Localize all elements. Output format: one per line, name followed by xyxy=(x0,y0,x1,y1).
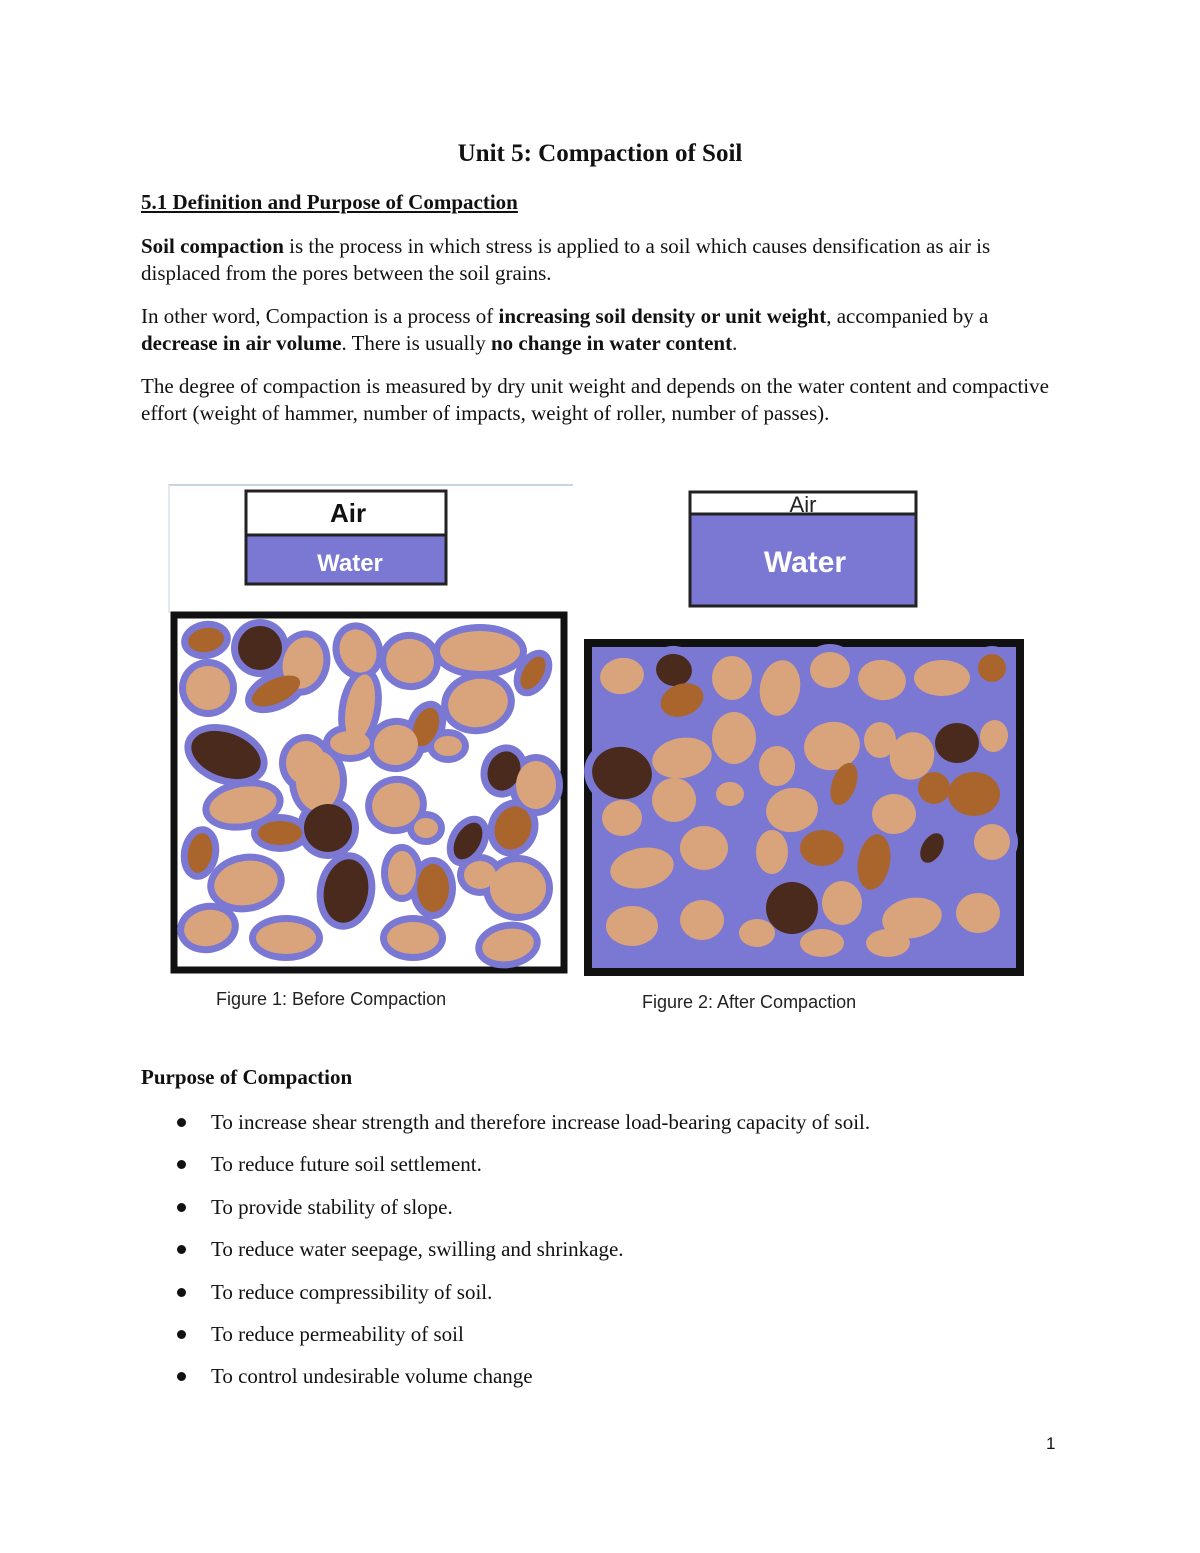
air-label: Air xyxy=(329,498,367,528)
sand-grain xyxy=(256,922,316,954)
sand-grain xyxy=(759,746,795,786)
figure-after-compaction xyxy=(582,488,1027,978)
sand-grain xyxy=(822,881,862,925)
bold-phrase: decrease in air volume xyxy=(141,331,342,355)
section-heading: 5.1 Definition and Purpose of Compaction xyxy=(141,190,518,214)
purpose-heading: Purpose of Compaction xyxy=(141,1065,353,1089)
list-item-text: To reduce future soil settlement. xyxy=(211,1152,482,1177)
sand-grain xyxy=(974,824,1010,860)
clay-grain xyxy=(800,830,844,866)
definition-text: is the process in which stress is applied to a soil which causes densification as air is displaced from the pores between the soil grains. xyxy=(141,234,991,285)
compaction-paragraph xyxy=(141,303,1061,357)
sand-grain xyxy=(388,851,416,895)
sand-grain xyxy=(680,900,724,940)
rock-grain xyxy=(935,723,979,763)
clay-grain xyxy=(918,772,950,804)
figure1-caption: Figure 1: Before Compaction xyxy=(216,989,447,1009)
list-item-text: To reduce compressibility of soil. xyxy=(211,1279,493,1304)
sand-grain xyxy=(516,761,556,809)
sand-grain xyxy=(712,656,752,700)
clay-grain xyxy=(948,772,1000,816)
sand-grain xyxy=(387,922,439,954)
water-label: Water xyxy=(317,550,383,577)
sand-grain xyxy=(716,782,744,806)
page-number: 1 xyxy=(1046,1434,1056,1453)
list-item-text: To reduce water seepage, swilling and shrinkage. xyxy=(211,1237,624,1262)
sand-grain xyxy=(186,666,230,710)
list-item xyxy=(141,1150,870,1192)
sand-grain xyxy=(434,736,462,756)
text-part: In other word, Compaction is a process of xyxy=(141,304,499,328)
sand-grain xyxy=(739,919,775,947)
water-label: Water xyxy=(763,546,847,579)
bold-phrase: no change in water content xyxy=(490,331,733,355)
bullet-icon xyxy=(177,1330,186,1339)
purpose-list xyxy=(141,1108,870,1405)
bullet-icon xyxy=(177,1203,186,1212)
list-item xyxy=(141,1108,870,1150)
list-item-text: To increase shear strength and therefore increase load-bearing capacity of soil. xyxy=(211,1110,871,1134)
list-item-text: To reduce permeability of soil xyxy=(211,1321,464,1346)
list-item xyxy=(141,1320,870,1362)
sand-grain xyxy=(652,778,696,822)
sand-grain xyxy=(800,929,844,957)
sand-grain xyxy=(914,660,970,696)
clay-grain xyxy=(258,821,302,845)
bullet-icon xyxy=(177,1372,186,1381)
figure2-caption: Figure 2: After Compaction xyxy=(642,992,857,1012)
rock-grain xyxy=(766,882,818,934)
rock-grain xyxy=(238,626,282,670)
list-item xyxy=(141,1235,870,1277)
bold-phrase: increasing soil density or unit weight xyxy=(498,304,827,328)
sand-grain xyxy=(866,929,910,957)
sand-grain xyxy=(810,652,850,688)
bold-term: Soil compaction xyxy=(141,234,284,258)
list-item xyxy=(141,1278,870,1320)
sand-grain xyxy=(414,818,438,838)
degree-paragraph: The degree of compaction is measured by dry unit weight and depends on the water content and compactive effort (weight of hammer, number of impacts, weight of roller, number of passes). xyxy=(141,374,1049,425)
page-title: Unit 5: Compaction of Soil xyxy=(457,140,743,167)
text-part: , accompanied by a xyxy=(826,304,989,328)
definition-paragraph xyxy=(141,233,1061,287)
text-part: . xyxy=(732,331,738,355)
sand-grain xyxy=(602,800,642,836)
clay-grain xyxy=(978,654,1006,682)
sand-grain xyxy=(756,830,788,874)
sand-grain xyxy=(464,861,496,889)
clay-grain xyxy=(417,864,449,912)
sand-grain xyxy=(956,893,1000,933)
air-label: Air xyxy=(789,492,817,517)
text-part: . There is usually xyxy=(341,331,491,355)
figure-before-compaction xyxy=(168,483,573,975)
sand-grain xyxy=(440,631,520,671)
bullet-icon xyxy=(177,1160,186,1169)
bullet-icon xyxy=(177,1245,186,1254)
sand-grain xyxy=(872,794,916,834)
sand-grain xyxy=(490,862,546,914)
sand-grain xyxy=(330,731,370,755)
list-item-text: To control undesirable volume change xyxy=(211,1364,533,1389)
list-item xyxy=(141,1362,870,1404)
list-item-text: To provide stability of slope. xyxy=(211,1194,453,1219)
list-item xyxy=(141,1193,870,1235)
sand-grain xyxy=(606,906,658,946)
bullet-icon xyxy=(177,1118,186,1127)
bullet-icon xyxy=(177,1288,186,1297)
sand-grain xyxy=(680,826,728,870)
sand-grain xyxy=(712,712,756,764)
sand-grain xyxy=(296,751,340,811)
